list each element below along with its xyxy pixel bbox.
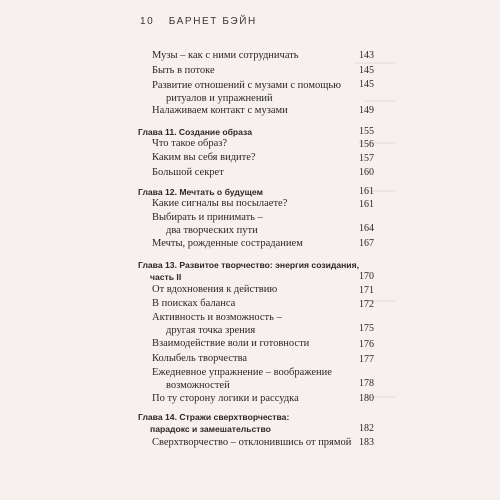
toc-page-number: 175 xyxy=(359,323,374,334)
toc-entry: Что такое образ? xyxy=(152,138,228,149)
toc-entry: Какие сигналы вы посылаете? xyxy=(152,198,288,209)
chapter-page-number: 161 xyxy=(359,186,374,197)
toc-page-number: 183 xyxy=(359,437,374,448)
chapter-heading: Глава 14. Стражи сверхтворчества: парадокс и замешательство xyxy=(138,412,290,434)
toc-page-number: 157 xyxy=(359,153,374,164)
toc-entry: Большой секрет xyxy=(152,167,224,178)
toc-entry: Ежедневное упражнение – воображение возможностей xyxy=(152,367,332,391)
toc-entry: Взаимодействие воли и готовности xyxy=(152,338,310,349)
toc-entry: Музы – как с ними сотрудничать xyxy=(152,50,299,61)
toc-page-number: 171 xyxy=(359,285,374,296)
toc-entry: Мечты, рожденные состраданием xyxy=(152,238,303,249)
toc-page-number: 156 xyxy=(359,139,374,150)
toc-entry: Каким вы себя видите? xyxy=(152,152,256,163)
chapter-page-number: 155 xyxy=(359,126,374,137)
toc-entry: Колыбель творчества xyxy=(152,353,248,364)
author-name: БАРНЕТ БЭЙН xyxy=(168,16,257,27)
toc-entry: В поисках баланса xyxy=(152,298,236,309)
toc-page-number: 178 xyxy=(359,378,374,389)
toc-page-number: 172 xyxy=(359,299,374,310)
toc-entry: Быть в потоке xyxy=(152,65,215,76)
chapter-page-number: 170 xyxy=(359,271,374,282)
toc-entry: Сверхтворчество – отклонившись от прямой xyxy=(152,437,352,448)
page-number: 10 xyxy=(140,16,155,27)
toc-page-number: 149 xyxy=(359,105,374,116)
toc-page-number: 145 xyxy=(359,79,374,90)
toc-page-number: 143 xyxy=(359,50,374,61)
toc-page-number: 160 xyxy=(359,167,374,178)
chapter-page-number: 182 xyxy=(359,423,374,434)
toc-entry: От вдохновения к действию xyxy=(152,284,278,295)
toc-page-number: 161 xyxy=(359,199,374,210)
toc-page-number: 145 xyxy=(359,65,374,76)
toc-page-number: 164 xyxy=(359,223,374,234)
toc-entry: Выбирать и принимать – два творческих пути xyxy=(152,212,263,236)
chapter-heading: Глава 13. Развитое творчество: энергия созидания, часть II xyxy=(138,260,359,282)
chapter-heading: Глава 12. Мечтать о будущем xyxy=(138,187,263,197)
toc-entry: По ту сторону логики и рассудка xyxy=(152,393,299,404)
toc-page-number: 177 xyxy=(359,354,374,365)
toc-entry: Активность и возможность – другая точка зрения xyxy=(152,312,282,336)
toc-entry: Развитие отношений с музами с помощью ритуалов и упражнений xyxy=(152,80,341,104)
toc-page-number: 176 xyxy=(359,339,374,350)
toc-entry: Налаживаем контакт с музами xyxy=(152,105,288,116)
toc-page-number: 180 xyxy=(359,393,374,404)
running-header xyxy=(140,16,257,27)
chapter-heading: Глава 11. Создание образа xyxy=(138,127,252,137)
toc-page-number: 167 xyxy=(359,238,374,249)
